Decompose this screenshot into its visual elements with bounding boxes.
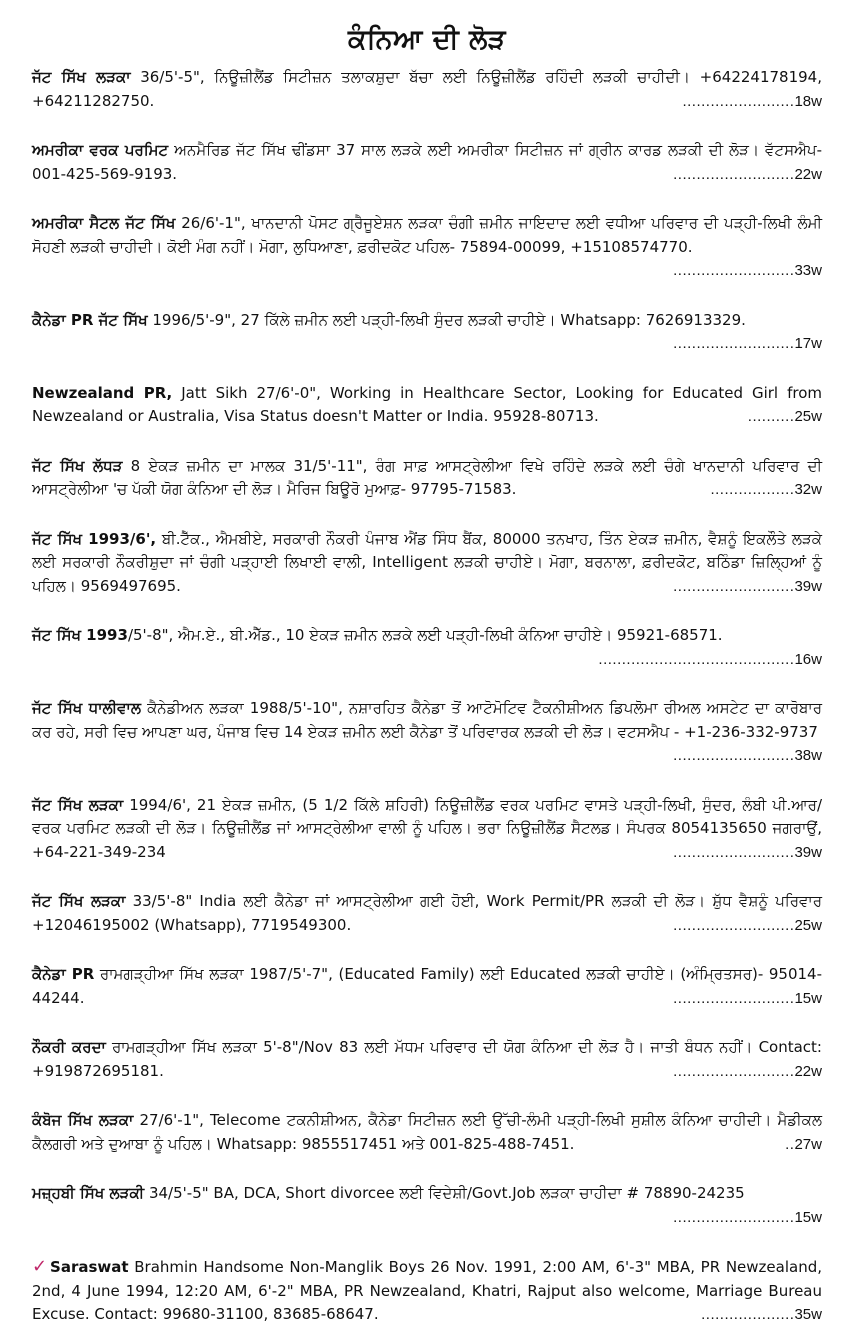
ad-lead: Newzealand PR,: [32, 383, 173, 402]
ad-reference-code: [673, 163, 822, 187]
ad-reference-code: [748, 405, 822, 429]
ad-reference-code: [673, 575, 822, 599]
ad-reference-code: [673, 744, 822, 768]
ad-body: 1996/5'-9", 27 ਕਿੱਲੇ ਜ਼ਮੀਨ ਲਈ ਪੜ੍ਹੀ-ਲਿਖੀ ਸੁੰਦਰ ਲੜਕੀ ਚਾਹੀਏ। Whatsapp: 7626913329.: [147, 310, 746, 329]
ad-leader-dots: ..........................: [673, 1062, 795, 1080]
classified-ad: [32, 697, 822, 768]
classified-ad: [32, 528, 822, 599]
classifieds-page: [32, 24, 822, 1327]
ad-reference-code: [673, 1206, 822, 1230]
ad-leader-dots: ..........................: [673, 989, 795, 1007]
ad-leader-dots: ..........................: [673, 335, 795, 352]
ad-reference-code: [673, 841, 822, 865]
classified-ad: [32, 624, 822, 671]
ad-reference-code: [598, 648, 822, 672]
classified-ad: [32, 1036, 822, 1083]
ad-body: 33/5'-8" India ਲਈ ਕੈਨੇਡਾ ਜਾਂ ਆਸਟ੍ਰੇਲੀਆ ਗਈ ਹੋਈ, Work Permit/PR ਲੜਕੀ ਦੀ ਲੋੜ। ਸ਼ੁੱਧ ਵੈਸ਼ਨੂੰ ਪਰਿਵਾਰ +12046195002 (Whatsapp), 7719549300.: [32, 892, 823, 934]
ad-code: 32w: [794, 481, 822, 498]
ad-lead: ਕੈਨੇਡਾ PR ਜੱਟ ਸਿੱਖ: [32, 310, 148, 329]
page-title: ਕੰਨਿਆ ਦੀ ਲੋੜ: [347, 24, 507, 55]
ad-body: 36/5'-5", ਨਿਊਜ਼ੀਲੈਂਡ ਸਿਟੀਜ਼ਨ ਤਲਾਕਸ਼ੁਦਾ ਬੱਚਾ ਲਈ ਨਿਊਜ਼ੀਲੈਂਡ ਰਹਿੰਦੀ ਲੜਕੀ ਚਾਹੀਦੀ। +64224178194, +64211282750.: [32, 68, 822, 110]
ad-lead: ਅਮਰੀਕਾ ਵਰਕ ਪਰਮਿਟ: [32, 141, 169, 159]
ads-list: [32, 66, 822, 1327]
ad-code: 17w: [794, 335, 822, 352]
ad-reference-code: [682, 90, 822, 114]
ad-body: ਅਨਮੈਰਿਡ ਜੱਟ ਸਿੱਖ ਢੀਂਡਸਾ 37 ਸਾਲ ਲੜਕੇ ਲਈ ਅਮਰੀਕਾ ਸਿਟੀਜ਼ਨ ਜਾਂ ਗ੍ਰੀਨ ਕਾਰਡ ਲੜਕੀ ਦੀ ਲੋੜ। ਵੱਟਸਐਪ- 001-425-569-9193.: [32, 141, 822, 183]
ad-body: 26/6'-1", ਖਾਨਦਾਨੀ ਪੋਸਟ ਗ੍ਰੈਜੂਏਸ਼ਨ ਲੜਕਾ ਚੰਗੀ ਜ਼ਮੀਨ ਜਾਇਦਾਦ ਲਈ ਵਧੀਆ ਪਰਿਵਾਰ ਦੀ ਪੜ੍ਹੀ-ਲਿਖੀ ਲੰਮੀ ਸੋਹਣੀ ਲੜਕੀ ਚਾਹੀਦੀ। ਕੋਈ ਮੰਗ ਨਹੀਂ। ਮੋਗਾ, ਲੁਧਿਆਣਾ, ਫ਼ਰੀਦਕੋਟ ਪਹਿਲ- 75894-00099, +15108574770.: [32, 214, 822, 256]
classified-ad: [32, 139, 822, 186]
ad-lead: ਜੱਟ ਸਿੱਖ 1993: [32, 626, 128, 644]
ad-body: /5'-8", ਐਮ.ਏ., ਬੀ.ਐੱਡ., 10 ਏਕੜ ਜ਼ਮੀਨ ਲੜਕੇ ਲਈ ਪੜ੍ਹੀ-ਲਿਖੀ ਕੰਨਿਆ ਚਾਹੀਏ। 95921-68571.: [127, 626, 723, 644]
ad-reference-code: [673, 1060, 822, 1084]
ad-body: 1994/6', 21 ਏਕੜ ਜ਼ਮੀਨ, (5 1/2 ਕਿੱਲੇ ਸ਼ਹਿਰੀ) ਨਿਊਜ਼ੀਲੈਂਡ ਵਰਕ ਪਰਮਿਟ ਵਾਸਤੇ ਪੜ੍ਹੀ-ਲਿਖੀ, ਸੁੰਦਰ, ਲੰਬੀ ਪੀ.ਆਰ/ਵਰਕ ਪਰਮਿਟ ਲੜਕੀ ਦੀ ਲੋੜ। ਨਿਊਜ਼ੀਲੈਂਡ ਜਾਂ ਆਸਟ੍ਰੇਲੀਆ ਵਾਲੀ ਨੂੰ ਪਹਿਲ। ਭਰਾ ਨਿਊਜ਼ੀਲੈਂਡ ਸੈਟਲਡ। ਸੰਪਰਕ 8054135650 ਜਗਰਾਉਂ, +64-221-349-234: [32, 795, 822, 861]
ad-body: ਰਾਮਗੜ੍ਹੀਆ ਸਿੱਖ ਲੜਕਾ 5'-8"/Nov 83 ਲਈ ਮੱਧਮ ਪਰਿਵਾਰ ਦੀ ਯੋਗ ਕੰਨਿਆ ਦੀ ਲੋੜ ਹੈ। ਜਾਤੀ ਬੰਧਨ ਨਹੀਂ। Contact: +919872695181.: [32, 1038, 822, 1080]
ad-code: 25w: [794, 916, 822, 934]
ad-body: 8 ਏਕੜ ਜ਼ਮੀਨ ਦਾ ਮਾਲਕ 31/5'-11", ਰੰਗ ਸਾਫ਼ ਆਸਟ੍ਰੇਲੀਆ ਵਿਖੇ ਰਹਿੰਦੇ ਲੜਕੇ ਲਈ ਚੰਗੇ ਖਾਨਦਾਨੀ ਪਰਿਵਾਰ ਦੀ ਆਸਟ੍ਰੇਲੀਆ 'ਚ ਪੱਕੀ ਯੋਗ ਕੰਨਿਆ ਦੀ ਲੋੜ। ਮੈਰਿਜ ਬਿਊਰੋ ਮੁਆਫ਼- 97795-71583.: [32, 456, 822, 498]
ad-body: ਰਾਮਗੜ੍ਹੀਆ ਸਿੱਖ ਲੜਕਾ 1987/5'-7", (Educated Family) ਲਈ Educated ਲੜਕੀ ਚਾਹੀਏ। (ਅੰਮ੍ਰਿਤਸਰ)- 95014-44244.: [32, 965, 822, 1007]
ad-lead: ਜੱਟ ਸਿੱਖ ਲੜਕਾ: [32, 892, 126, 910]
ad-body: 27/6'-1", Telecome ਟਕਨੀਸ਼ੀਅਨ, ਕੈਨੇਡਾ ਸਿਟੀਜ਼ਨ ਲਈ ਉੱਚੀ-ਲੰਮੀ ਪੜ੍ਹੀ-ਲਿਖੀ ਸੁਸ਼ੀਲ ਕੰਨਿਆ ਚਾਹੀਦੀ। ਮੈਡੀਕਲ ਕੈਲਗਰੀ ਅਤੇ ਦੁਆਬਾ ਨੂੰ ਪਹਿਲ। Whatsapp: 9855517451 ਅਤੇ 001-825-488-7451.: [32, 1111, 822, 1153]
ad-lead: ਜੱਟ ਸਿੱਖ 1993/6',: [32, 529, 157, 548]
ad-leader-dots: ..........................: [673, 262, 795, 279]
ad-code: 39w: [794, 577, 822, 595]
ad-lead: ਅਮਰੀਕਾ ਸੈਟਲ ਜੱਟ ਸਿੱਖ: [32, 214, 176, 232]
classified-ad: [32, 382, 822, 429]
ad-code: 18w: [794, 92, 822, 110]
ad-leader-dots: ..........................: [673, 165, 795, 183]
ad-body: Jatt Sikh 27/6'-0", Working in Healthcare Sector, Looking for Educated Girl from Newzealand or Australia, Visa Status doesn't Matter or India. 95928-80713.: [32, 383, 822, 425]
ad-lead: ਕੈਨੇਡਾ PR: [32, 965, 95, 983]
ad-leader-dots: ..........................: [673, 916, 795, 934]
ad-code: 35w: [794, 1306, 822, 1323]
classified-ad: [32, 1255, 822, 1327]
ad-lead: ਜੱਟ ਸਿੱਖ ਧਾਲੀਵਾਲ: [32, 699, 141, 717]
ad-reference-code: [785, 1133, 822, 1157]
classified-ad: [32, 963, 822, 1010]
ad-leader-dots: ........................: [682, 92, 795, 110]
ad-body: Brahmin Handsome Non-Manglik Boys 26 Nov. 1991, 2:00 AM, 6'-3" MBA, PR Newzealand, 2nd, 4 June 1994, 12:20 AM, 6'-2" MBA, PR Newzealand, Khatri, Rajput also welcome, Marriage Bureau Excuse. Contact: 99680-31100, 83685-68647.: [32, 1258, 822, 1323]
ad-leader-dots: ..........................: [673, 1208, 795, 1226]
classified-ad: [32, 212, 822, 283]
ad-lead: ਨੌਕਰੀ ਕਰਦਾ: [32, 1038, 106, 1056]
ad-code: 27w: [794, 1135, 822, 1153]
classified-ad: [32, 1109, 822, 1156]
ad-body: 34/5'-5" BA, DCA, Short divorcee ਲਈ ਵਿਦੇਸ਼ੀ/Govt.Job ਲੜਕਾ ਚਾਹੀਦਾ # 78890-24235: [144, 1184, 745, 1202]
ad-reference-code: [673, 914, 822, 938]
ad-code: 22w: [794, 165, 822, 183]
ad-code: 15w: [794, 989, 822, 1007]
ad-code: 25w: [794, 408, 822, 425]
ad-reference-code: [673, 987, 822, 1011]
ad-code: 15w: [794, 1208, 822, 1226]
ad-body: ਕੈਨੇਡੀਅਨ ਲੜਕਾ 1988/5'-10", ਨਸ਼ਾਰਹਿਤ ਕੈਨੇਡਾ ਤੋਂ ਆਟੋਮੋਟਿਵ ਟੈਕਨੀਸ਼ੀਅਨ ਡਿਪਲੋਮਾ ਰੀਅਲ ਅਸਟੇਟ ਦਾ ਕਾਰੋਬਾਰ ਕਰ ਰਹੇ, ਸਰੀ ਵਿਚ ਆਪਣਾ ਘਰ, ਪੰਜਾਬ ਵਿਚ 14 ਏਕੜ ਜ਼ਮੀਨ ਲਈ ਕੈਨੇਡਾ ਤੋਂ ਪਰਿਵਾਰਕ ਲੜਕੀ ਦੀ ਲੋੜ। ਵਟਸਐਪ - +1-236-332-9737: [32, 699, 822, 741]
classified-ad: [32, 455, 822, 502]
ad-code: 16w: [794, 650, 822, 668]
ad-reference-code: [673, 259, 822, 283]
classified-ad: [32, 794, 822, 865]
ad-leader-dots: ....................: [701, 1306, 795, 1323]
ad-leader-dots: ..........................................: [598, 650, 795, 668]
ad-reference-code: [673, 332, 822, 356]
classified-ad: [32, 66, 822, 113]
ad-code: 22w: [794, 1062, 822, 1080]
classified-ad: [32, 890, 822, 937]
ad-leader-dots: ..................: [710, 481, 795, 498]
ad-leader-dots: ..........: [747, 408, 795, 425]
ad-lead: ਮਜ਼੍ਹਬੀ ਸਿੱਖ ਲੜਕੀ: [32, 1184, 145, 1202]
ad-leader-dots: ..........................: [673, 577, 795, 595]
classified-ad: [32, 309, 822, 356]
checkmark-icon: ✓: [32, 1256, 49, 1277]
ad-reference-code: [710, 478, 822, 502]
ad-reference-code: [701, 1303, 822, 1327]
ad-leader-dots: ..: [785, 1135, 795, 1153]
ad-body: ਬੀ.ਟੈੱਕ., ਐਮਬੀਏ, ਸਰਕਾਰੀ ਨੌਕਰੀ ਪੰਜਾਬ ਐਂਡ ਸਿੰਧ ਬੈਂਕ, 80000 ਤਨਖਾਹ, ਤਿੰਨ ਏਕੜ ਜ਼ਮੀਨ, ਵੈਸ਼ਨੂੰ ਇਕਲੌਤੇ ਲੜਕੇ ਲਈ ਸਰਕਾਰੀ ਨੌਕਰੀਸ਼ੁਦਾ ਜਾਂ ਚੰਗੀ ਪੜ੍ਹਾਈ ਲਿਖਾਈ ਵਾਲੀ, Intelligent ਲੜਕੀ ਚਾਹੀਏ। ਮੋਗਾ, ਬਰਨਾਲਾ, ਫ਼ਰੀਦਕੋਟ, ਬਠਿੰਡਾ ਜ਼ਿਲ੍ਹਿਆਂ ਨੂੰ ਪਹਿਲ। 9569497695.: [32, 529, 822, 595]
ad-lead: ਕੰਬੋਜ ਸਿੱਖ ਲੜਕਾ: [32, 1111, 134, 1129]
ad-code: 33w: [794, 262, 822, 279]
ad-lead: ਜੱਟ ਸਿੱਖ ਲੜਕਾ: [32, 795, 124, 814]
ad-code: 39w: [794, 843, 822, 861]
ad-lead: ਜੱਟ ਸਿੱਖ ਲੜਕਾ: [32, 68, 131, 86]
ad-lead: ਜੱਟ ਸਿੱਖ ਲੱਧੜ: [32, 456, 123, 475]
ad-code: 38w: [794, 747, 822, 764]
ad-leader-dots: ..........................: [673, 843, 795, 861]
ad-leader-dots: ..........................: [673, 747, 795, 764]
classified-ad: [32, 1182, 822, 1229]
ad-lead: Saraswat: [50, 1258, 129, 1276]
